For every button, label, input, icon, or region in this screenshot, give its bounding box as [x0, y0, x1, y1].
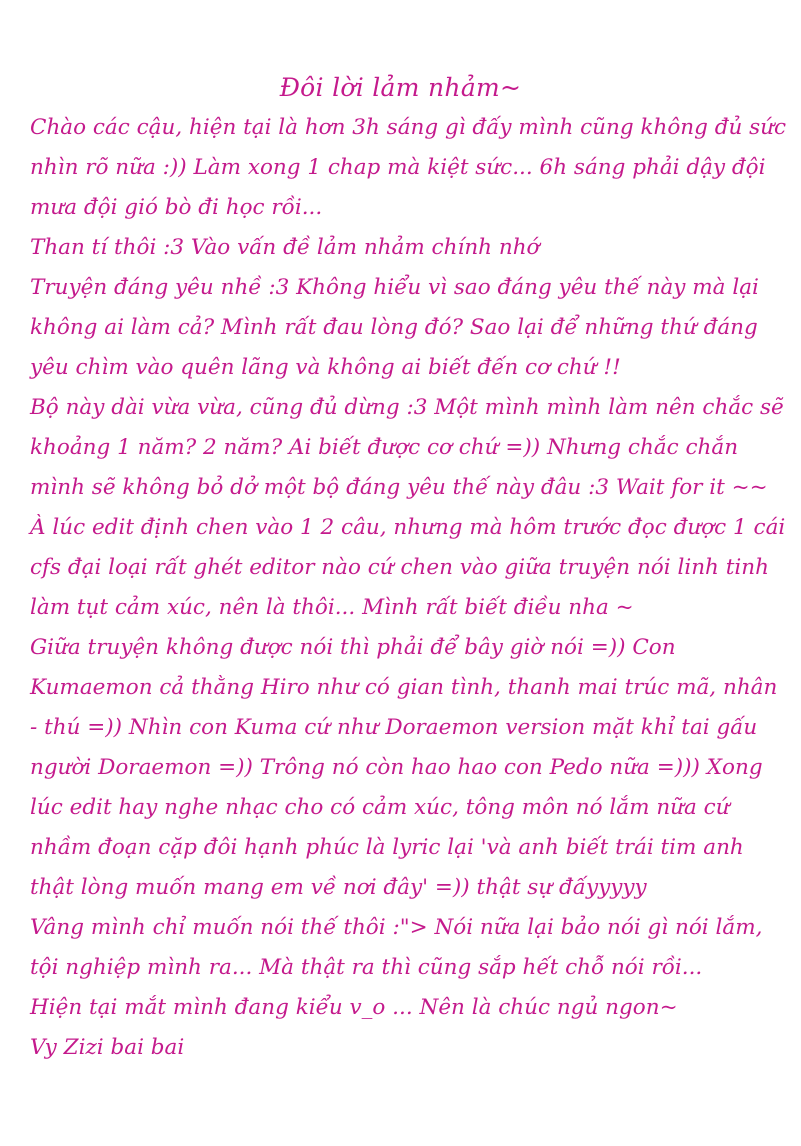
paragraph-characters: Giữa truyện không được nói thì phải để bây giờ nói =)) Con Kumaemon cả thằng Hiro như có gian tình, thanh mai trúc mã, nhân - thú =)) Nhìn con Kuma cứ như Doraemon version mặt khỉ tai gấu người Doraemon =)) Trông nó còn hao hao con Pedo nữa =))) Xong lúc edit hay nghe nhạc cho có cảm xúc, tông môn nó lắm nữa cứ nhầm đoạn cặp đôi hạnh phúc là lyric lại 'và anh biết trái tim anh thật lòng muốn mang em về nơi đây' =)) thật sự đấyyyyy — [30, 635, 778, 900]
paragraph-sigh: Than tí thôi :3 Vào vấn đề lảm nhảm chính nhớ — [30, 235, 540, 260]
paragraph-intro: Chào các cậu, hiện tại là hơn 3h sáng gì đấy mình cũng không đủ sức nhìn rõ nữa :)) Làm xong 1 chap mà kiệt sức... 6h sáng phải dậy đội mưa đội gió bò đi học rồi... — [30, 115, 787, 220]
page-title: Đôi lời lảm nhảm~ — [279, 73, 522, 102]
paragraph-closing: Vâng mình chỉ muốn nói thế thôi :"> Nói nữa lại bảo nói gì nói lắm, tội nghiệp mình ra... Mà thật ra thì cũng sắp hết chỗ nói rồi... — [30, 915, 763, 980]
paragraph-edit-note: À lúc edit định chen vào 1 2 câu, nhưng mà hôm trước đọc được 1 cái cfs đại loại rất ghét editor nào cứ chen vào giữa truyện nói linh tinh làm tụt cảm xúc, nên là thôi... Mình rất biết điều nha ~ — [30, 515, 786, 620]
paragraph-length: Bộ này dài vừa vừa, cũng đủ dừng :3 Một mình mình làm nên chắc sẽ khoảng 1 năm? 2 năm? Ai biết được cơ chứ =)) Nhưng chắc chắn mình sẽ không bỏ dở một bộ đáng yêu thế này đâu :3 Wait for it ~~ — [30, 395, 784, 500]
paragraph-cute-story: Truyện đáng yêu nhề :3 Không hiểu vì sao đáng yêu thế này mà lại không ai làm cả? Mình rất đau lòng đó? Sao lại để những thứ đáng yêu chìm vào quên lãng và không ai biết đến cơ chứ !! — [30, 275, 759, 380]
signature: Vy Zizi bai bai — [30, 1035, 185, 1060]
paragraph-goodnight: Hiện tại mắt mình đang kiểu v_o ... Nên là chúc ngủ ngon~ — [30, 995, 678, 1020]
notes-body — [30, 108, 790, 1068]
